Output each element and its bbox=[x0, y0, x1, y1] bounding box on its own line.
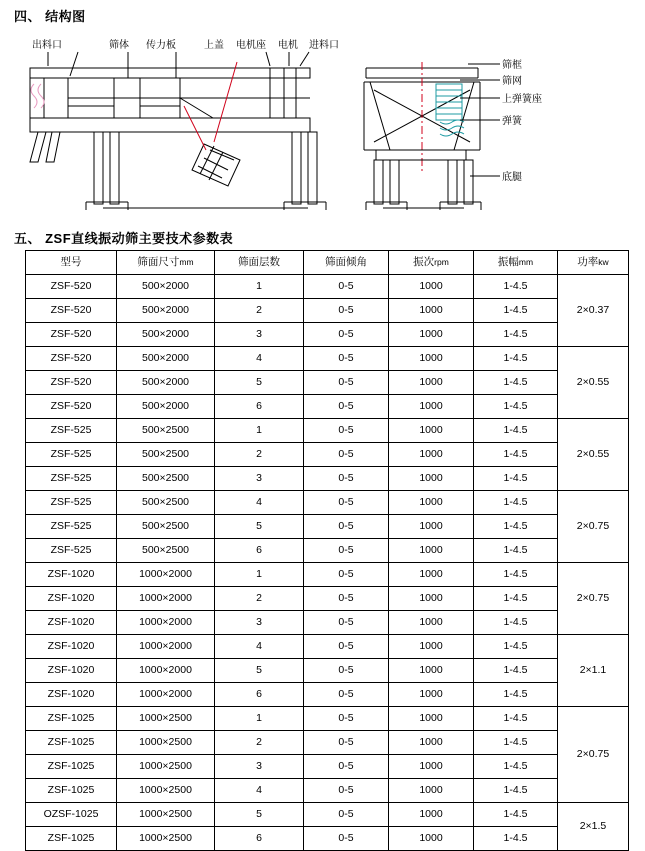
cell-incline: 0-5 bbox=[304, 803, 389, 827]
cell-amp: 1-4.5 bbox=[474, 275, 558, 299]
cell-model: OZSF-1025 bbox=[26, 803, 117, 827]
params-table-heading: 五、 ZSF直线振动筛主要技术参数表 bbox=[14, 231, 234, 246]
table-row bbox=[26, 491, 629, 515]
cell-amp: 1-4.5 bbox=[474, 323, 558, 347]
cell-incline: 0-5 bbox=[304, 683, 389, 707]
table-row bbox=[26, 755, 629, 779]
cell-amp: 1-4.5 bbox=[474, 347, 558, 371]
table-row bbox=[26, 707, 629, 731]
spec-table bbox=[25, 250, 629, 851]
cell-model: ZSF-520 bbox=[26, 347, 117, 371]
cell-size: 1000×2000 bbox=[117, 683, 215, 707]
cell-size: 1000×2500 bbox=[117, 779, 215, 803]
header-text: 筛面尺寸 bbox=[137, 256, 180, 268]
cell-model: ZSF-525 bbox=[26, 515, 117, 539]
cell-incline: 0-5 bbox=[304, 611, 389, 635]
cell-freq: 1000 bbox=[389, 755, 474, 779]
cell-amp: 1-4.5 bbox=[474, 707, 558, 731]
cell-amp: 1-4.5 bbox=[474, 419, 558, 443]
cell-freq: 1000 bbox=[389, 611, 474, 635]
cell-freq: 1000 bbox=[389, 443, 474, 467]
cell-layers: 1 bbox=[215, 563, 304, 587]
cell-freq: 1000 bbox=[389, 323, 474, 347]
cell-layers: 3 bbox=[215, 755, 304, 779]
cell-incline: 0-5 bbox=[304, 467, 389, 491]
cell-model: ZSF-1020 bbox=[26, 659, 117, 683]
cell-freq: 1000 bbox=[389, 659, 474, 683]
cell-model: ZSF-525 bbox=[26, 539, 117, 563]
cell-size: 1000×2000 bbox=[117, 635, 215, 659]
cell-model: ZSF-525 bbox=[26, 467, 117, 491]
header-amp bbox=[474, 251, 558, 275]
cell-power: 2×0.55 bbox=[558, 347, 629, 419]
cell-power: 2×0.75 bbox=[558, 563, 629, 635]
cell-model: ZSF-520 bbox=[26, 395, 117, 419]
table-row bbox=[26, 683, 629, 707]
cell-size: 500×2500 bbox=[117, 539, 215, 563]
cell-model: ZSF-525 bbox=[26, 491, 117, 515]
cell-freq: 1000 bbox=[389, 515, 474, 539]
cell-incline: 0-5 bbox=[304, 275, 389, 299]
cell-layers: 5 bbox=[215, 371, 304, 395]
cell-model: ZSF-1020 bbox=[26, 563, 117, 587]
diagram-label-screenframe: 筛框 bbox=[502, 60, 522, 71]
cell-size: 500×2000 bbox=[117, 347, 215, 371]
diagram-label-feedinlet: 进料口 bbox=[309, 40, 339, 51]
cell-freq: 1000 bbox=[389, 563, 474, 587]
cell-size: 500×2000 bbox=[117, 323, 215, 347]
cell-incline: 0-5 bbox=[304, 395, 389, 419]
table-row bbox=[26, 323, 629, 347]
table-header-row bbox=[26, 251, 629, 275]
cell-incline: 0-5 bbox=[304, 491, 389, 515]
cell-amp: 1-4.5 bbox=[474, 683, 558, 707]
header-text: 筛面层数 bbox=[238, 256, 280, 268]
cell-size: 1000×2500 bbox=[117, 827, 215, 851]
cell-incline: 0-5 bbox=[304, 515, 389, 539]
cell-layers: 4 bbox=[215, 491, 304, 515]
cell-layers: 3 bbox=[215, 467, 304, 491]
cell-model: ZSF-1020 bbox=[26, 683, 117, 707]
cell-size: 500×2500 bbox=[117, 443, 215, 467]
cell-model: ZSF-520 bbox=[26, 299, 117, 323]
header-power bbox=[558, 251, 629, 275]
cell-amp: 1-4.5 bbox=[474, 755, 558, 779]
cell-layers: 3 bbox=[215, 611, 304, 635]
cell-freq: 1000 bbox=[389, 707, 474, 731]
cell-size: 500×2500 bbox=[117, 515, 215, 539]
table-row bbox=[26, 731, 629, 755]
cell-model: ZSF-520 bbox=[26, 371, 117, 395]
cell-size: 500×2500 bbox=[117, 491, 215, 515]
cell-incline: 0-5 bbox=[304, 323, 389, 347]
cell-size: 500×2000 bbox=[117, 299, 215, 323]
cell-model: ZSF-1020 bbox=[26, 611, 117, 635]
cell-model: ZSF-520 bbox=[26, 323, 117, 347]
table-row bbox=[26, 395, 629, 419]
diagram-label-topcover: 上盖 bbox=[204, 40, 224, 51]
cell-freq: 1000 bbox=[389, 827, 474, 851]
cell-incline: 0-5 bbox=[304, 731, 389, 755]
cell-power: 2×0.75 bbox=[558, 491, 629, 563]
table-row bbox=[26, 371, 629, 395]
cell-amp: 1-4.5 bbox=[474, 299, 558, 323]
cell-amp: 1-4.5 bbox=[474, 395, 558, 419]
cell-model: ZSF-525 bbox=[26, 419, 117, 443]
cell-model: ZSF-1020 bbox=[26, 587, 117, 611]
cell-power: 2×1.5 bbox=[558, 803, 629, 851]
header-text: 功率 bbox=[577, 256, 599, 268]
header-text: 振幅 bbox=[497, 256, 519, 268]
cell-layers: 6 bbox=[215, 395, 304, 419]
header-text: 型号 bbox=[60, 256, 82, 268]
cell-model: ZSF-520 bbox=[26, 275, 117, 299]
cell-layers: 4 bbox=[215, 779, 304, 803]
cell-amp: 1-4.5 bbox=[474, 827, 558, 851]
table-row bbox=[26, 299, 629, 323]
header-text: 振次 bbox=[413, 256, 435, 268]
cell-size: 1000×2500 bbox=[117, 707, 215, 731]
diagram-label-outlet: 出料口 bbox=[32, 40, 62, 51]
header-unit: mm bbox=[179, 257, 194, 267]
table-row bbox=[26, 659, 629, 683]
cell-amp: 1-4.5 bbox=[474, 443, 558, 467]
header-unit: kw bbox=[598, 257, 609, 267]
cell-size: 1000×2500 bbox=[117, 755, 215, 779]
table-row bbox=[26, 419, 629, 443]
header-size bbox=[117, 251, 215, 275]
cell-amp: 1-4.5 bbox=[474, 491, 558, 515]
cell-freq: 1000 bbox=[389, 779, 474, 803]
diagram-label-spring: 弹簧 bbox=[502, 116, 522, 127]
cell-size: 500×2500 bbox=[117, 419, 215, 443]
cell-size: 500×2000 bbox=[117, 275, 215, 299]
diagram-label-baseleg: 底腿 bbox=[502, 172, 522, 183]
table-row bbox=[26, 635, 629, 659]
cell-layers: 1 bbox=[215, 707, 304, 731]
cell-freq: 1000 bbox=[389, 467, 474, 491]
cell-model: ZSF-1025 bbox=[26, 707, 117, 731]
cell-size: 1000×2500 bbox=[117, 803, 215, 827]
cell-incline: 0-5 bbox=[304, 587, 389, 611]
header-unit: rpm bbox=[434, 257, 449, 267]
table-row bbox=[26, 443, 629, 467]
header-unit: mm bbox=[518, 257, 534, 267]
cell-amp: 1-4.5 bbox=[474, 659, 558, 683]
cell-freq: 1000 bbox=[389, 731, 474, 755]
cell-layers: 6 bbox=[215, 539, 304, 563]
cell-layers: 2 bbox=[215, 443, 304, 467]
cell-freq: 1000 bbox=[389, 803, 474, 827]
cell-model: ZSF-1020 bbox=[26, 635, 117, 659]
structure-diagram bbox=[8, 22, 638, 222]
header-incline bbox=[304, 251, 389, 275]
cell-model: ZSF-1025 bbox=[26, 779, 117, 803]
cell-incline: 0-5 bbox=[304, 779, 389, 803]
cell-size: 500×2500 bbox=[117, 467, 215, 491]
cell-amp: 1-4.5 bbox=[474, 539, 558, 563]
table-row bbox=[26, 779, 629, 803]
cell-layers: 6 bbox=[215, 683, 304, 707]
table-row bbox=[26, 347, 629, 371]
table-row bbox=[26, 587, 629, 611]
cell-layers: 4 bbox=[215, 635, 304, 659]
cell-freq: 1000 bbox=[389, 275, 474, 299]
table-row bbox=[26, 539, 629, 563]
diagram-label-forceplate: 传力板 bbox=[146, 40, 176, 51]
header-freq bbox=[389, 251, 474, 275]
cell-freq: 1000 bbox=[389, 347, 474, 371]
table-row bbox=[26, 827, 629, 851]
cell-amp: 1-4.5 bbox=[474, 563, 558, 587]
header-model bbox=[26, 251, 117, 275]
cell-incline: 0-5 bbox=[304, 755, 389, 779]
cell-size: 1000×2000 bbox=[117, 611, 215, 635]
cell-layers: 6 bbox=[215, 827, 304, 851]
table-row bbox=[26, 467, 629, 491]
structure-diagram-heading: 四、 结构图 bbox=[14, 9, 86, 24]
cell-incline: 0-5 bbox=[304, 659, 389, 683]
cell-incline: 0-5 bbox=[304, 827, 389, 851]
header-layers bbox=[215, 251, 304, 275]
cell-freq: 1000 bbox=[389, 419, 474, 443]
header-text: 筛面倾角 bbox=[325, 256, 367, 268]
cell-incline: 0-5 bbox=[304, 707, 389, 731]
cell-layers: 2 bbox=[215, 587, 304, 611]
cell-layers: 5 bbox=[215, 515, 304, 539]
cell-freq: 1000 bbox=[389, 539, 474, 563]
cell-freq: 1000 bbox=[389, 635, 474, 659]
cell-amp: 1-4.5 bbox=[474, 515, 558, 539]
cell-freq: 1000 bbox=[389, 395, 474, 419]
cell-freq: 1000 bbox=[389, 299, 474, 323]
cell-size: 1000×2500 bbox=[117, 731, 215, 755]
cell-incline: 0-5 bbox=[304, 635, 389, 659]
diagram-label-motorbase: 电机座 bbox=[236, 40, 266, 51]
cell-size: 1000×2000 bbox=[117, 659, 215, 683]
cell-incline: 0-5 bbox=[304, 371, 389, 395]
cell-freq: 1000 bbox=[389, 683, 474, 707]
cell-power: 2×0.55 bbox=[558, 419, 629, 491]
cell-model: ZSF-1025 bbox=[26, 755, 117, 779]
cell-amp: 1-4.5 bbox=[474, 731, 558, 755]
cell-layers: 2 bbox=[215, 731, 304, 755]
cell-size: 1000×2000 bbox=[117, 563, 215, 587]
cell-amp: 1-4.5 bbox=[474, 803, 558, 827]
cell-power: 2×1.1 bbox=[558, 635, 629, 707]
table-row bbox=[26, 275, 629, 299]
cell-layers: 1 bbox=[215, 419, 304, 443]
cell-layers: 1 bbox=[215, 275, 304, 299]
cell-amp: 1-4.5 bbox=[474, 467, 558, 491]
cell-model: ZSF-1025 bbox=[26, 827, 117, 851]
cell-amp: 1-4.5 bbox=[474, 587, 558, 611]
cell-incline: 0-5 bbox=[304, 443, 389, 467]
cell-amp: 1-4.5 bbox=[474, 635, 558, 659]
cell-layers: 5 bbox=[215, 803, 304, 827]
cell-model: ZSF-525 bbox=[26, 443, 117, 467]
table-row bbox=[26, 803, 629, 827]
diagram-label-screenbody: 筛体 bbox=[109, 40, 129, 51]
cell-incline: 0-5 bbox=[304, 563, 389, 587]
cell-size: 500×2000 bbox=[117, 371, 215, 395]
table-row bbox=[26, 515, 629, 539]
cell-power: 2×0.75 bbox=[558, 707, 629, 803]
cell-size: 500×2000 bbox=[117, 395, 215, 419]
cell-freq: 1000 bbox=[389, 371, 474, 395]
cell-amp: 1-4.5 bbox=[474, 611, 558, 635]
cell-layers: 5 bbox=[215, 659, 304, 683]
cell-model: ZSF-1025 bbox=[26, 731, 117, 755]
diagram-label-screenmesh: 筛网 bbox=[502, 76, 522, 87]
diagram-label-springseat: 上弹簧座 bbox=[502, 94, 542, 105]
table-row bbox=[26, 563, 629, 587]
cell-incline: 0-5 bbox=[304, 419, 389, 443]
cell-power: 2×0.37 bbox=[558, 275, 629, 347]
diagram-label-motor: 电机 bbox=[278, 40, 298, 51]
cell-incline: 0-5 bbox=[304, 347, 389, 371]
cell-amp: 1-4.5 bbox=[474, 371, 558, 395]
cell-incline: 0-5 bbox=[304, 539, 389, 563]
cell-incline: 0-5 bbox=[304, 299, 389, 323]
cell-amp: 1-4.5 bbox=[474, 779, 558, 803]
cell-layers: 4 bbox=[215, 347, 304, 371]
cell-layers: 2 bbox=[215, 299, 304, 323]
cell-freq: 1000 bbox=[389, 587, 474, 611]
table-row bbox=[26, 611, 629, 635]
cell-size: 1000×2000 bbox=[117, 587, 215, 611]
cell-freq: 1000 bbox=[389, 491, 474, 515]
cell-layers: 3 bbox=[215, 323, 304, 347]
